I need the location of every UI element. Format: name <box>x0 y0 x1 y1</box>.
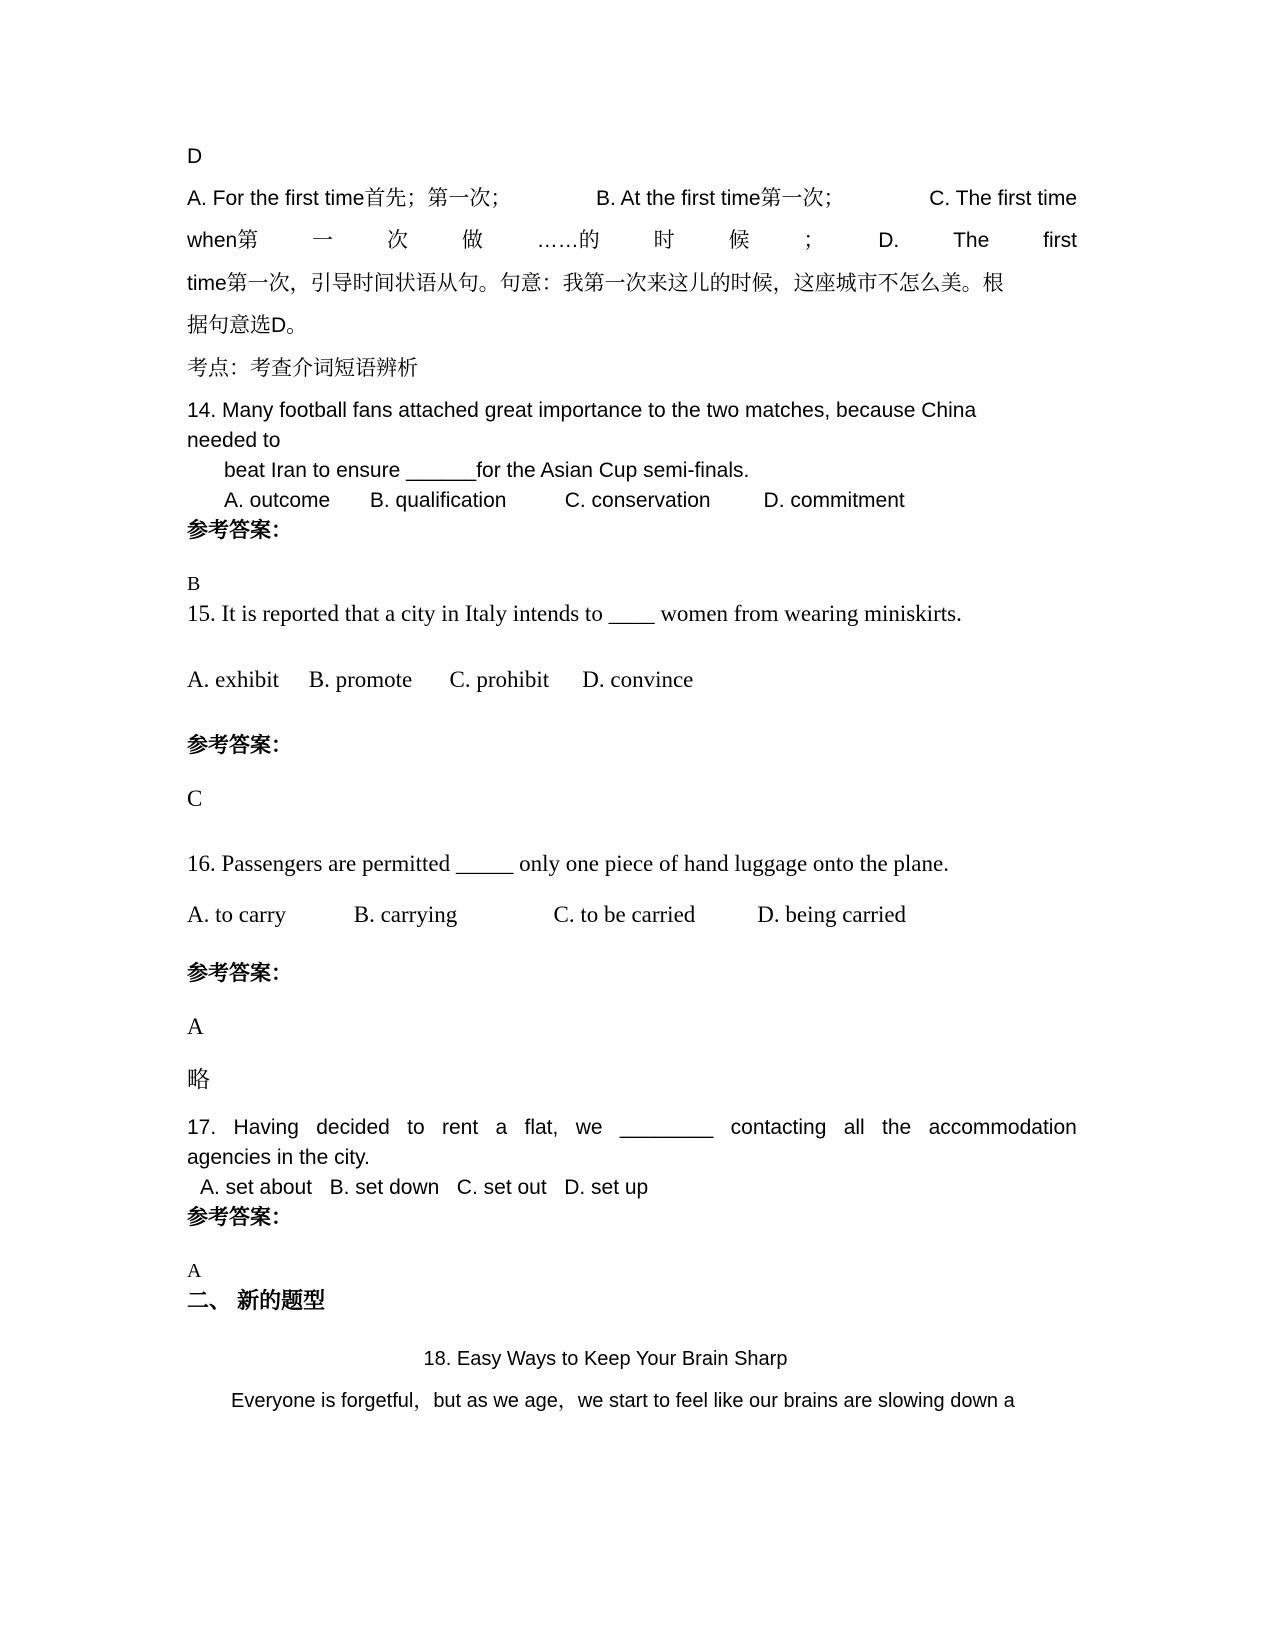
q14-answer: B <box>187 573 201 595</box>
q14-option-c: C. conservation <box>564 489 711 512</box>
q14-option-d: D. commitment <box>763 489 905 512</box>
explanation-option-c: C. The first time <box>929 187 1077 210</box>
explanation-option-a: A. For the first time首先；第一次； <box>187 187 512 210</box>
q14-option-a: A. outcome <box>224 489 331 512</box>
q16-answer-label: 参考答案： <box>187 962 292 985</box>
q17-options: A. set about B. set down C. set out D. set up <box>200 1176 649 1199</box>
prev-answer-letter: D <box>187 145 203 168</box>
explanation-word: The <box>953 229 990 252</box>
explanation-word: 次 <box>386 229 408 252</box>
q16-note: 略 <box>187 1067 210 1092</box>
q17-word: decided <box>316 1116 390 1139</box>
q14-stem-line-1: 14. Many football fans attached great importance to the two matches, because China <box>187 399 977 422</box>
explanation-word: first <box>1043 229 1077 252</box>
explanation-word: ……的 <box>536 229 600 252</box>
q17-stem-line-1 <box>187 1114 1077 1142</box>
q17-word: the <box>882 1116 912 1139</box>
q16-option-b: B. carrying <box>353 902 458 927</box>
q15-answer-label: 参考答案： <box>187 734 292 757</box>
q14-option-b: B. qualification <box>369 489 507 512</box>
q17-word: flat, <box>524 1116 559 1139</box>
q17-word: 17. <box>187 1116 217 1139</box>
q16-answer: A <box>187 1014 204 1039</box>
q14-options <box>224 487 1114 515</box>
q17-word: to <box>407 1116 425 1139</box>
q17-stem-line-2: agencies in the city. <box>187 1146 370 1169</box>
section-heading: 二、 新的题型 <box>187 1288 326 1313</box>
q18-first-line: Everyone is forgetful，but as we age，we start to feel like our brains are slowing down a <box>231 1390 1015 1412</box>
q15-option-c: C. prohibit <box>449 667 550 692</box>
q16-options <box>187 901 1077 929</box>
explanation-option-b: B. At the first time第一次； <box>596 187 845 210</box>
q17-answer: A <box>187 1260 202 1282</box>
q15-option-a: A. exhibit <box>187 667 279 692</box>
prev-explanation-line-4: 据句意选D。 <box>187 314 308 337</box>
q17-answer-label: 参考答案： <box>187 1206 292 1229</box>
q16-option-d: D. being carried <box>757 902 907 927</box>
prev-test-point: 考点：考查介词短语辨析 <box>187 356 418 380</box>
q18-title: 18. Easy Ways to Keep Your Brain Sharp <box>423 1348 788 1370</box>
q15-option-b: B. promote <box>308 667 413 692</box>
q14-stem-line-2: needed to <box>187 429 281 452</box>
explanation-word: 候 <box>728 229 750 252</box>
explanation-word: 时 <box>653 229 675 252</box>
explanation-word: 做 <box>461 229 483 252</box>
q15-answer: C <box>187 786 203 811</box>
q17-word: all <box>843 1116 865 1139</box>
q16-option-c: C. to be carried <box>553 902 696 927</box>
q17-word: contacting <box>730 1116 827 1139</box>
explanation-word: ； <box>803 229 825 252</box>
q16-stem: 16. Passengers are permitted _____ only one piece of hand luggage onto the plane. <box>187 851 949 876</box>
q16-option-a: A. to carry <box>187 902 286 927</box>
prev-explanation-line-2 <box>187 227 1077 255</box>
explanation-word: D. <box>878 229 900 252</box>
explanation-word: when第 <box>187 229 259 252</box>
explanation-word: 一 <box>312 229 334 252</box>
q15-option-d: D. convince <box>582 667 694 692</box>
q15-stem: 15. It is reported that a city in Italy intends to ____ women from wearing miniskirts. <box>187 601 962 626</box>
q14-stem-line-3: beat Iran to ensure ______for the Asian Cup semi-finals. <box>224 459 750 482</box>
q14-answer-label: 参考答案： <box>187 519 292 542</box>
prev-explanation-line-3: time第一次，引导时间状语从句。句意：我第一次来这儿的时候，这座城市不怎么美。根 <box>187 272 1004 295</box>
q17-word: rent <box>441 1116 479 1139</box>
prev-explanation-line-1 <box>187 185 1077 213</box>
q15-options <box>187 666 1077 694</box>
q17-word: Having <box>233 1116 299 1139</box>
q17-word: we <box>575 1116 603 1139</box>
q17-word: accommodation <box>928 1116 1077 1139</box>
q17-blank: ________ <box>619 1116 714 1139</box>
q17-word: a <box>495 1116 508 1139</box>
